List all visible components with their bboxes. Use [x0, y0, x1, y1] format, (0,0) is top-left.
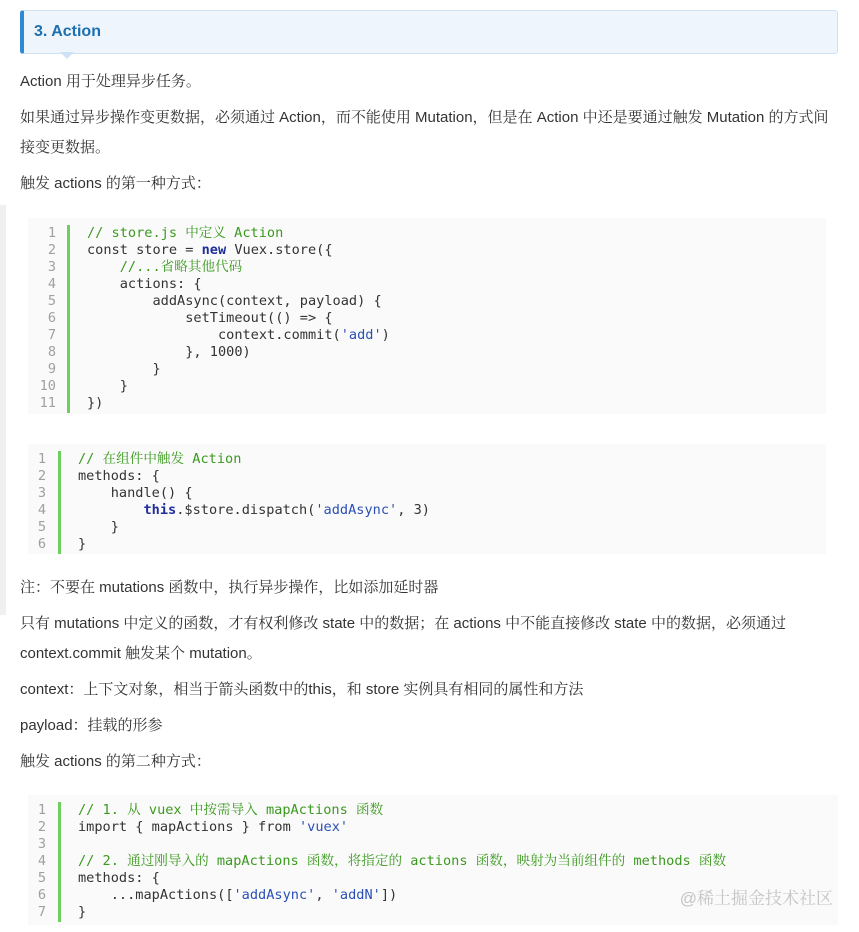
code-token: } [78, 519, 119, 535]
left-scroll-edge [0, 205, 6, 615]
gutter-separator [58, 802, 61, 922]
line-number: 3 [37, 836, 46, 852]
code-token: } [78, 904, 87, 920]
paragraph-first-way: 触发 actions 的第一种方式： [20, 175, 211, 192]
line-number: 7 [37, 904, 46, 920]
code-line [78, 485, 430, 502]
line-numbers [28, 225, 62, 412]
code-token: methods: { [78, 468, 160, 484]
code-token [87, 259, 120, 275]
line-number: 2 [37, 819, 46, 835]
code-token: setTimeout(() => { [87, 310, 333, 326]
code-token: ) [381, 327, 390, 343]
code-token: methods: { [78, 870, 160, 886]
paragraph-note: 注：不要在 mutations 函数中，执行异步操作，比如添加延时器 [20, 579, 439, 596]
section-heading: 3. Action [20, 10, 838, 54]
code-token: // store.js 中定义 Action [87, 225, 284, 241]
code-line [78, 536, 430, 553]
code-block-store-actions [28, 218, 826, 414]
line-number: 6 [37, 887, 46, 903]
paragraph-payload: payload：挂载的形参 [20, 717, 163, 734]
code-line [78, 802, 726, 819]
code-token: context.commit( [87, 327, 341, 343]
code-line [87, 344, 390, 361]
code-token: , 3) [397, 502, 430, 518]
code-token: 'addN' [331, 887, 381, 903]
line-number: 2 [37, 468, 46, 484]
code-line [78, 451, 430, 468]
code-lines [78, 802, 726, 921]
code-token: const store = [87, 242, 202, 258]
gutter-separator [58, 451, 61, 554]
code-token: 'add' [340, 327, 382, 343]
code-token: // 1. 从 vuex 中按需导入 mapActions 函数 [78, 802, 384, 818]
code-line [87, 293, 390, 310]
code-line [87, 378, 390, 395]
code-token: }) [87, 395, 104, 411]
code-token: ...mapActions([ [78, 887, 234, 903]
code-token: Vuex.store({ [226, 242, 333, 258]
line-number: 5 [37, 870, 46, 886]
code-line [78, 904, 726, 921]
line-number: 5 [37, 519, 46, 535]
line-numbers [28, 451, 52, 553]
code-token: }, 1000) [87, 344, 251, 360]
code-token: handle() { [78, 485, 193, 501]
code-token: } [87, 378, 128, 394]
code-lines [87, 225, 390, 412]
line-number: 10 [39, 378, 56, 394]
line-number: 7 [47, 327, 56, 343]
code-line [78, 519, 430, 536]
heading-notch [60, 52, 74, 59]
code-token: actions: { [87, 276, 202, 292]
line-number: 6 [47, 310, 56, 326]
code-line [78, 887, 726, 904]
code-line [87, 395, 390, 412]
code-line [78, 836, 726, 853]
code-token: addAsync(context, payload) { [87, 293, 382, 309]
gutter-separator [67, 225, 70, 413]
code-token: 'vuex' [298, 819, 349, 835]
paragraph-async-explanation: 如果通过异步操作变更数据，必须通过 Action，而不能使用 Mutation，但是在 Action 中还是要通过触发 Mutation 的方式间接变更数据。 [20, 109, 829, 156]
code-line [87, 259, 390, 276]
code-token: , [315, 887, 332, 903]
line-number: 1 [37, 451, 46, 467]
paragraph-intro: Action 用于处理异步任务。 [20, 73, 201, 90]
code-line [78, 870, 726, 887]
code-line [87, 310, 390, 327]
code-token: this [143, 502, 177, 518]
code-token: //...省略其他代码 [119, 259, 243, 275]
paragraph-mutations-rule: 只有 mutations 中定义的函数，才有权利修改 state 中的数据；在 actions 中不能直接修改 state 中的数据，必须通过 context.commit 触发某个 mutation。 [20, 615, 786, 662]
code-line [87, 327, 390, 344]
code-line [78, 819, 726, 836]
paragraph-context: context：上下文对象，相当于箭头函数中的this，和 store 实例具有相同的属性和方法 [20, 681, 584, 698]
line-number: 4 [37, 502, 46, 518]
code-token: new [201, 242, 227, 258]
code-token: // 在组件中触发 Action [78, 451, 242, 467]
code-line [87, 361, 390, 378]
code-token: import { mapActions } from [78, 819, 299, 835]
line-number: 1 [47, 225, 56, 241]
code-line [87, 276, 390, 293]
code-token [78, 502, 143, 518]
code-line [78, 468, 430, 485]
line-number: 11 [39, 395, 56, 411]
line-number: 4 [47, 276, 56, 292]
code-token: 'addAsync' [315, 502, 398, 518]
line-number: 2 [47, 242, 56, 258]
code-token: } [87, 361, 161, 377]
code-line [87, 225, 390, 242]
line-number: 3 [47, 259, 56, 275]
code-line [87, 242, 390, 259]
code-token: ]) [380, 887, 398, 903]
line-numbers [28, 802, 52, 921]
code-line [78, 502, 430, 519]
line-number: 1 [37, 802, 46, 818]
site-watermark: @稀土掘金技术社区 [679, 889, 833, 908]
line-number: 5 [47, 293, 56, 309]
code-token: } [78, 536, 87, 552]
code-lines [78, 451, 430, 553]
code-line [78, 853, 726, 870]
code-block-dispatch [28, 444, 826, 554]
code-token: // 2. 通过刚导入的 mapActions 函数，将指定的 actions 函数，映射为当前组件的 methods 函数 [78, 853, 727, 869]
line-number: 9 [47, 361, 56, 377]
code-token: .$store.dispatch( [176, 502, 316, 518]
paragraph-second-way: 触发 actions 的第二种方式： [20, 753, 211, 770]
line-number: 4 [37, 853, 46, 869]
line-number: 3 [37, 485, 46, 501]
line-number: 6 [37, 536, 46, 552]
line-number: 8 [47, 344, 56, 360]
code-token: 'addAsync' [233, 887, 316, 903]
